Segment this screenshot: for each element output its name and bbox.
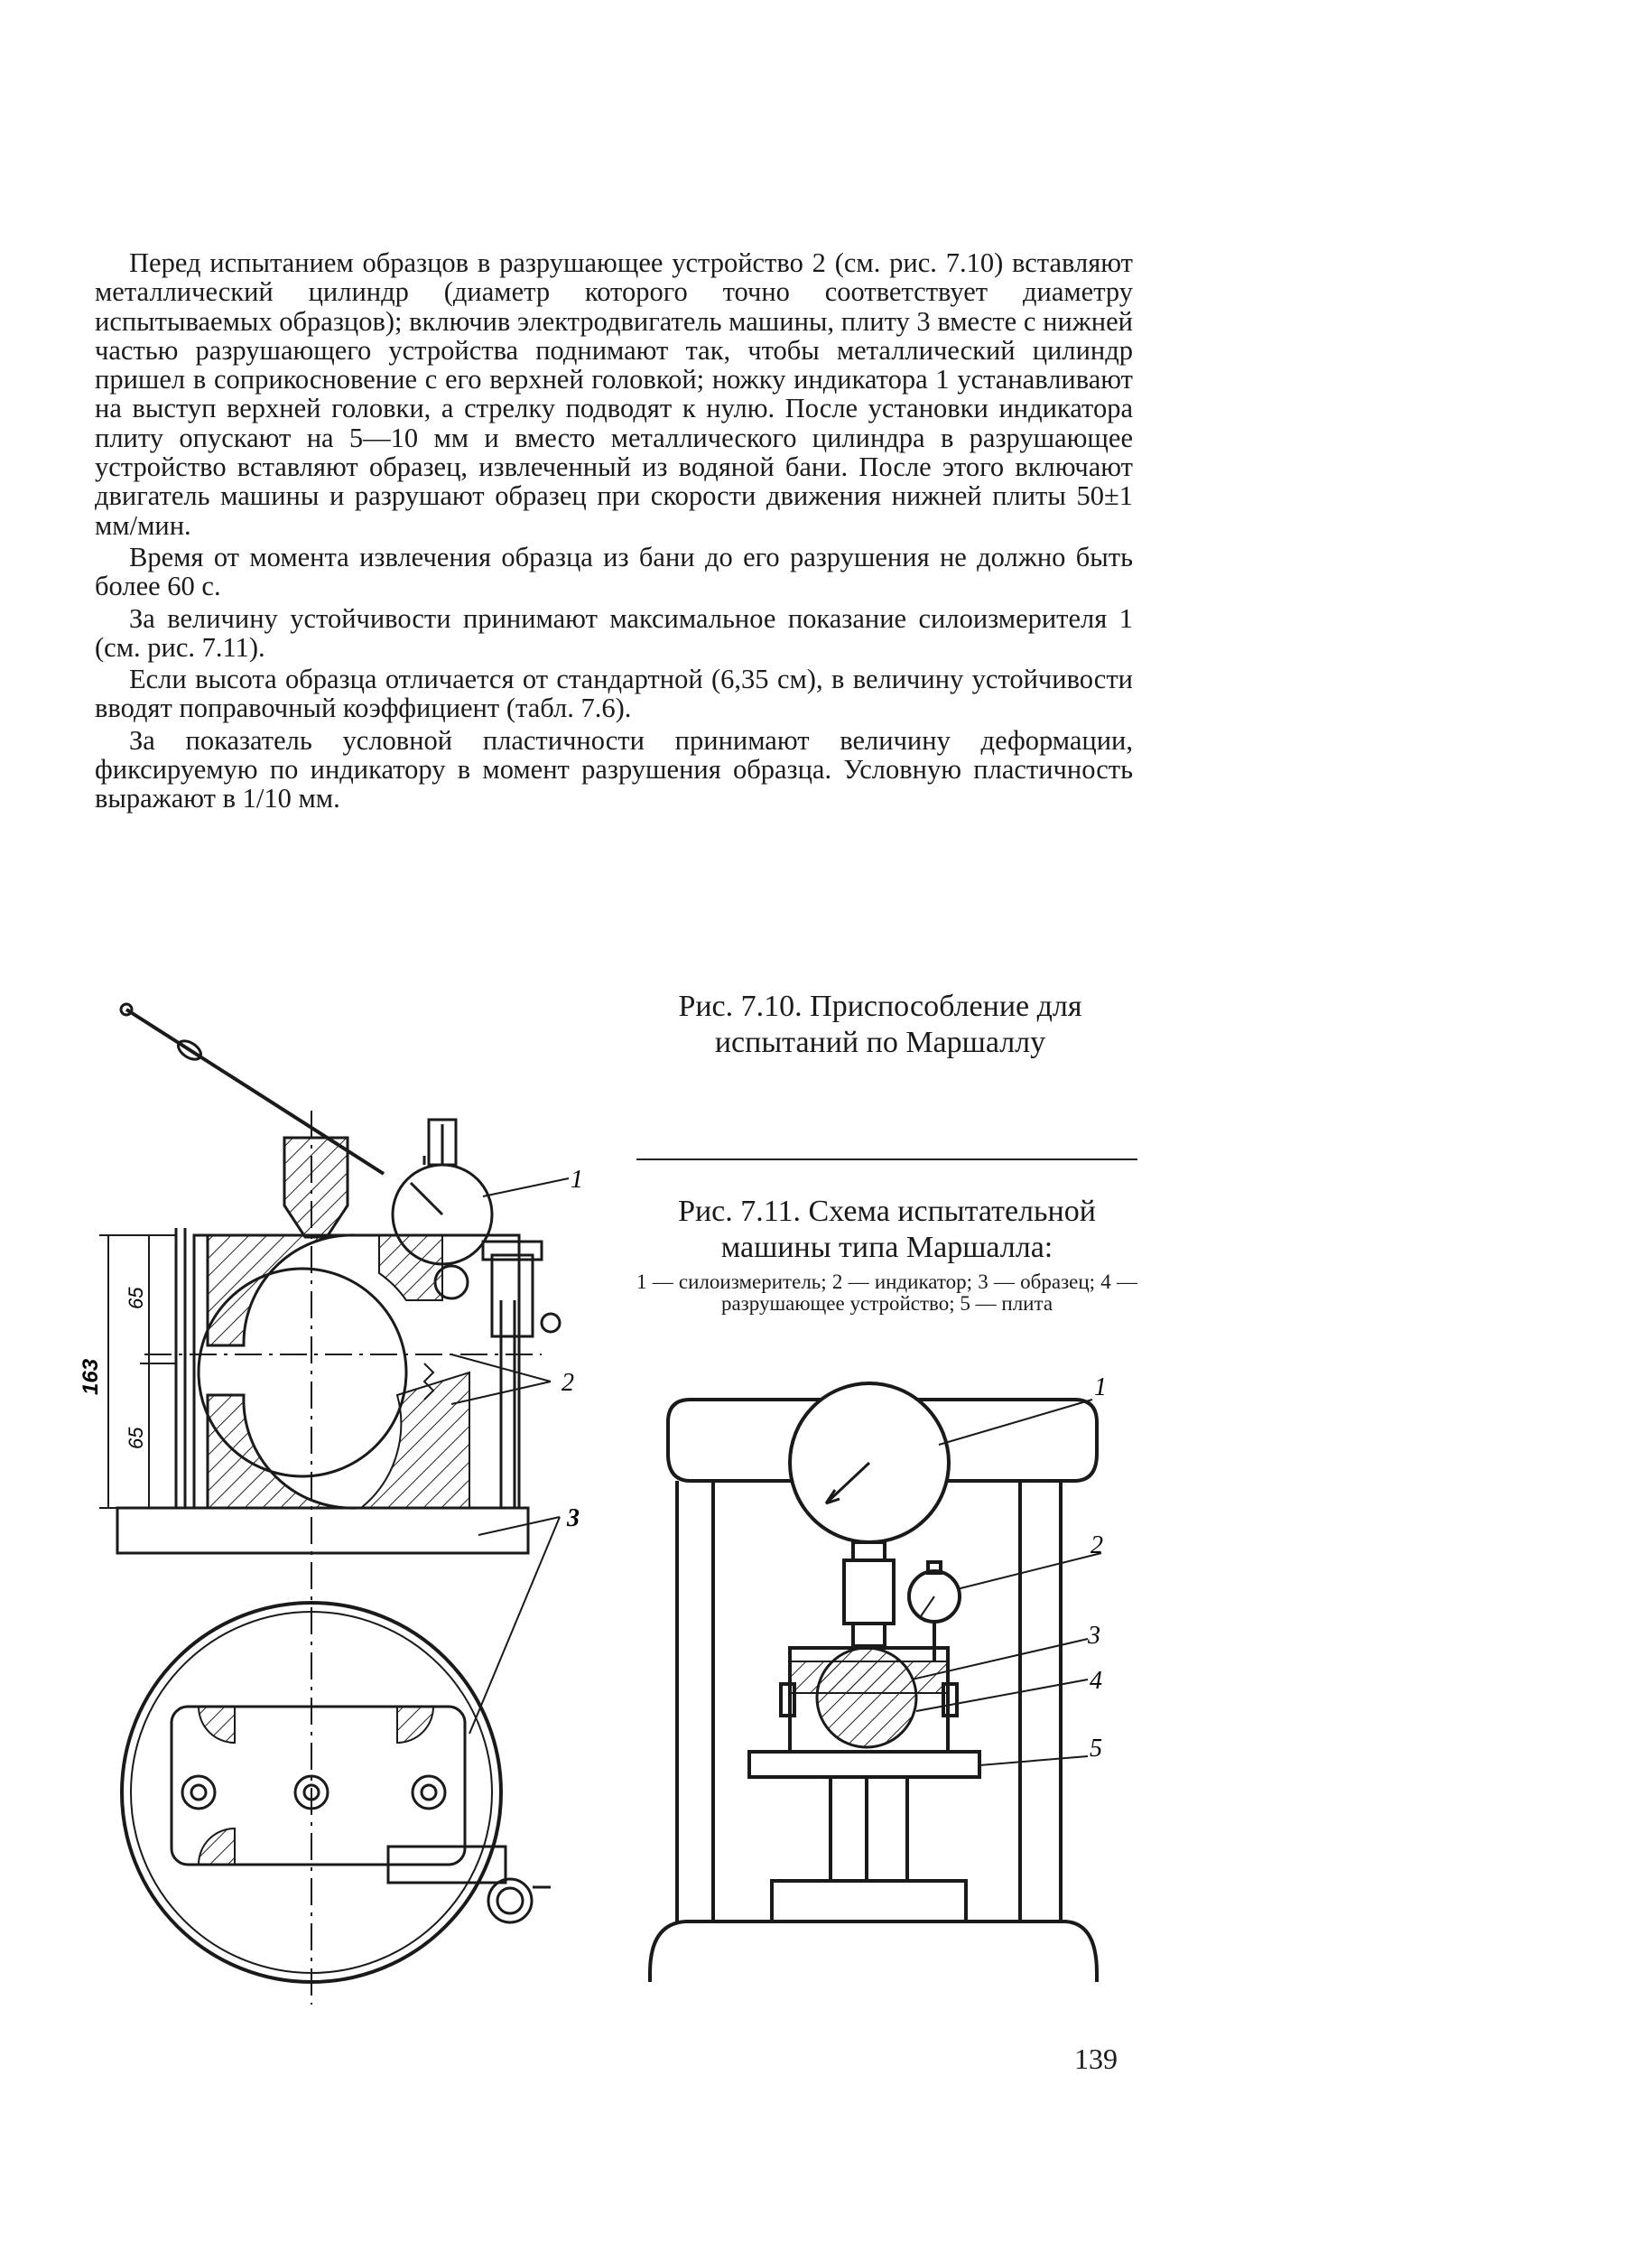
paragraph-1: Перед испытанием образцов в разрушающее устройство 2 (см. рис. 7.10) вставляют металлический цилиндр (диаметр которого точно соответствует диаметру испытываемых образцов); включив электродвигатель машины, плиту 3 вместе с нижней частью разрушающего устройства поднимают так, чтобы металлический цилиндр пришел в соприкосновение с его верхней головкой; ножку индикатора 1 устанавливают на выступ верхней головки, а стрелку подводят к нулю. После установки индикатора плиту опускают на 5—10 мм и вместо металлического цилиндра в разрушающее устройство вставляют образец, извлеченный из водяной бани. После этого включают двигатель машины и разрушают образец при скорости движения нижней плиты 50±1 мм/мин. [95, 247, 1133, 541]
figure-7-11-caption: Рис. 7.11. Схема испытательной машины типа Маршалла: [678, 1195, 1096, 1264]
fig-7-10-dimension-lower: 65 [125, 1427, 147, 1449]
fig-7-10-label-3: 3 [567, 1504, 580, 1532]
fig-7-11-label-1: 1 [1094, 1373, 1107, 1401]
paragraph-4: Если высота образца отличается от стандартной (6,35 см), в величину устойчивости вводят поправочный коэффициент (табл. 7.6). [95, 664, 1133, 724]
fig-7-10-label-1: 1 [571, 1166, 583, 1194]
fig-7-10-dimension-total: 163 [79, 1358, 103, 1395]
paragraph-2: Время от момента извлечения образца из бани до его разрушения не должно быть более 60 с. [95, 541, 1133, 602]
fig-7-11-label-4: 4 [1090, 1667, 1102, 1695]
fig-7-11-label-2: 2 [1091, 1531, 1103, 1559]
fig-7-11-label-3: 3 [1088, 1622, 1100, 1650]
figure-7-10-caption: Рис. 7.10. Приспособление для испытаний по Маршаллу [678, 990, 1082, 1059]
paragraph-3: За величину устойчивости принимают максимальное показание силоизмерителя 1 (см. рис. 7.11). [95, 602, 1133, 663]
figure-7-11-legend: 1 — силоизмеритель; 2 — индикатор; 3 — образец; 4 — разрушающее устройство; 5 — плита [636, 1270, 1137, 1315]
paragraph-5: За показатель условной пластичности принимают величину деформации, фиксируемую по индикатору в момент разрушения образца. Условную пластичность выражают в 1/10 мм. [95, 724, 1133, 814]
fig-7-10-label-2: 2 [561, 1369, 574, 1397]
fig-7-10-dimension-upper: 65 [125, 1287, 147, 1309]
specimen-icon [817, 1648, 916, 1747]
fig-7-11-label-5: 5 [1090, 1735, 1102, 1763]
figure-7-10-drawing [99, 1004, 569, 2005]
figure-7-11-drawing [650, 1383, 1101, 1982]
page-number: 139 [1074, 2042, 1118, 2075]
